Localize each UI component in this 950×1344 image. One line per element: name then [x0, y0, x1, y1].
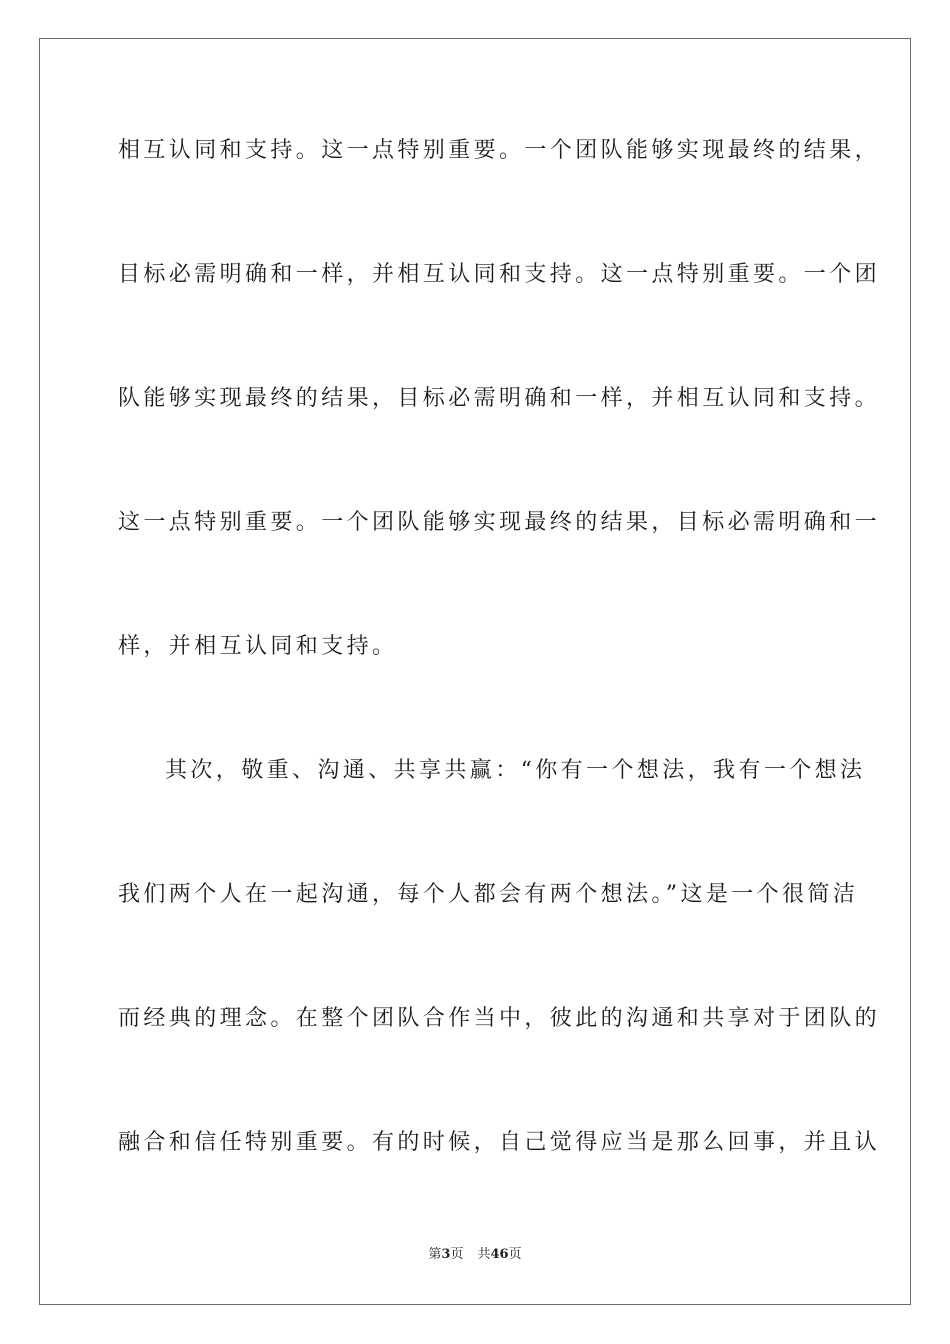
body-text-line-9: 融合和信任特别重要。有的时候，自己觉得应当是那么回事，并且认 [118, 1130, 881, 1155]
footer-page-suffix: 页 [450, 1247, 464, 1262]
body-text-line-1: 相互认同和支持。这一点特别重要。一个团队能够实现最终的结果， [118, 138, 881, 163]
body-text-line-3: 队能够实现最终的结果，目标必需明确和一样，并相互认同和支持。 [118, 386, 881, 411]
footer-total-suffix: 页 [508, 1247, 522, 1262]
body-text-line-8: 而经典的理念。在整个团队合作当中，彼此的沟通和共享对于团队的 [118, 1006, 881, 1031]
footer-page-prefix: 第 [428, 1247, 442, 1262]
body-text-line-5: 样，并相互认同和支持。 [118, 634, 398, 659]
footer-page-number: 3 [441, 1247, 451, 1262]
footer-total-pages: 46 [490, 1247, 509, 1262]
body-text-line-2: 目标必需明确和一样，并相互认同和支持。这一点特别重要。一个团 [118, 262, 881, 287]
body-text-line-6: 其次，敬重、沟通、共享共赢：“你有一个想法，我有一个想法 [165, 758, 866, 783]
page-border [39, 38, 911, 1305]
footer-total-prefix: 共 [477, 1247, 491, 1262]
body-text-line-7: 我们两个人在一起沟通，每个人都会有两个想法。”这是一个很简洁 [118, 882, 859, 907]
page-footer [0, 1246, 950, 1264]
body-text-line-4: 这一点特别重要。一个团队能够实现最终的结果，目标必需明确和一 [118, 510, 881, 535]
